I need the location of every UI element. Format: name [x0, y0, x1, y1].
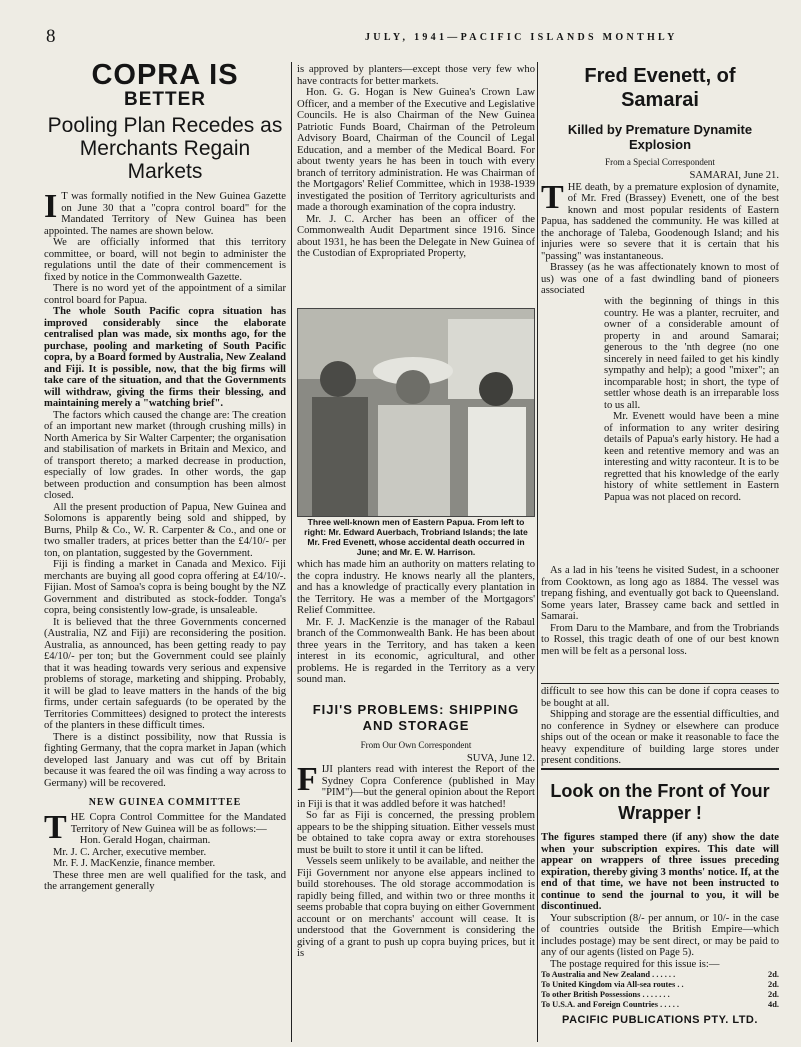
column-rule — [291, 62, 292, 1042]
drop-cap: I — [44, 188, 58, 225]
committee-member: Hon. Gerald Hogan, chairman. — [79, 835, 211, 846]
page-header — [0, 26, 801, 48]
fiji-paragraph-1 — [297, 761, 535, 810]
copra-paragraph-8: It is believed that the three Governments concerned (Australia, NZ and Fiji) are reconsidering the position. Australia, as announced, has been getting ready to pay £4/10/- per ton; but the Government could see plainly that it was heading towards very serious and expensive problems of storage, marketing and shipping. Probably, it will be glad to leave matters in the hands of the big firms, under certain safeguards (to be operated by the Territories Committees) designed to protect the interests of the planters in these difficult times. — [44, 616, 286, 731]
copra-paragraph-11: These three men are well qualified for the task, and the arrangement generally — [44, 869, 286, 892]
subscription-notice — [541, 768, 779, 1026]
postage-dest: To other British Possessions . . . . . . . — [541, 990, 670, 999]
fiji-cont-1: difficult to see how this can be done if copra ceases to be bought at all. — [541, 686, 779, 709]
copra-p1-text: T was formally notified in the New Guinea Gazette on June 30 that a "copra control board" for the Mandated Territory of New Guinea has been appointed. The names are shown below. — [44, 191, 286, 237]
notice-paragraph-2: The postage required for this issue is:— — [550, 958, 720, 970]
section-rule — [541, 683, 779, 684]
fiji-paragraph-3: Vessels seem unlikely to be available, and neither the Fiji Government nor anyone else appears inclined to build storehouses. The old storage accommodation is rapidly being filled, and within two or three months it seems probable that copra buying on either Government account or on merchants' account will cease. It is understood that the Government is considering the giving of a grant to push up copra buying prices, but it is — [297, 856, 535, 959]
evenett-paragraph-2a: Brassey (as he was affectionately known to most of us) was one of a fast dwindling band of pioneers associated — [541, 262, 779, 296]
copra-title-line-1: COPRA IS — [91, 60, 239, 91]
fiji-continuation — [541, 686, 779, 767]
postage-rates — [541, 970, 779, 1010]
postage-dest: To U.S.A. and Foreign Countries . . . . . — [541, 1000, 679, 1009]
notice-title: Look on the Front of Your Wrapper ! — [541, 768, 779, 824]
evenett-headline: Killed by Premature Dynamite Explosion — [567, 122, 753, 152]
copra-article — [44, 60, 286, 1043]
notice-bold-text: The figures stamped there (if any) show the date when your subscription expires. This date will appear on wrappers of three issues preceding expiration, thereby giving 3 months' notice. If, at the end of that time, we have not been instructed to continue to send the journal to you, it will be discontinued. — [541, 832, 779, 912]
copra-continuation — [297, 64, 535, 304]
evenett-paragraph-4: As a lad in his 'teens he visited Sudest, in a schooner from Cooktown, as long ago as 1884. The vessel was trepang fishing, and eventually got back to Queensland. Some years later, Brassey came back and settled in Samarai. — [541, 565, 779, 622]
evenett-paragraph-2b: with the beginning of things in this country. He was a planter, recruiter, and owner of a considerable amount of property in and around Samarai; generous to the 'nth degree (no one sincerely in need failed to get his kindly sympathy and help); a good "mixer"; an incomparable host; in short, the type of settler whose death is an irreparable loss to us all. — [604, 296, 779, 411]
postage-amount: 2d. — [768, 970, 779, 979]
evenett-credit: From a Special Correspondent — [605, 157, 715, 167]
copra-paragraph-9: There is a distinct possibility, now that Russia is fighting Germany, that the copra market in Japan (which developed last January and was cut off by Britain because it was feared the oil was finding a way across to Germany) will be recovered. — [44, 731, 286, 789]
evenett-title-2: Samarai — [621, 89, 699, 111]
committee-member: Mr. J. C. Archer, executive member. — [53, 846, 207, 858]
drop-cap: T — [541, 178, 564, 216]
postage-row — [541, 970, 779, 980]
copra-paragraph-5: The factors which caused the change are: The creation of an important new market (through crushing mills) in North America by Sir Walter Carpenter; the organisation and stabilisation of markets in Britain and Mexico, and of transport thereto; a marked decrease in production, especially of low grades. In other words, the gap between production and consumption has been almost closed. — [44, 409, 286, 501]
fiji-dateline: SUVA, June 12. — [466, 752, 535, 764]
fiji-paragraph-2: So far as Fiji is concerned, the pressing problem appears to be the shipping situation. Either vessels must be obtained to take copra away or extra storehouses must be built to store it until it can be lifted. — [297, 810, 535, 856]
postage-row — [541, 980, 779, 990]
copra-paragraph-7: Fiji is finding a market in Canada and Mexico. Fiji merchants are buying all good copra offering at £4/10/-. Fijian. Most of Samoa's copra is being bought by the NZ Government and distributed as stock-fodder. Tonga's copra, being consistently low-grade, is unsaleable. — [44, 559, 286, 616]
postage-row — [541, 1000, 779, 1010]
drop-cap: F — [297, 761, 318, 798]
postage-dest: To United Kingdom via All-sea routes . . — [541, 980, 684, 989]
copra-title-line-2: BETTER — [124, 89, 206, 110]
evenett-paragraph-5: From Daru to the Mambare, and from the Trobriands to Rossel, this tragic death of one of our best known men will be felt as a personal loss. — [541, 622, 779, 657]
copra-paragraph-4: The whole South Pacific copra situation has improved considerably since the elaborate centralised plan was made, six months ago, for the purchase, pooling and marketing of South Pacific copra, by a Board formed by Australia, New Zealand and Fiji. It is possible, now, that the big firms will take care of the situation, and that the Governments will withdraw, giving the firms their blessing, and maintaining merely a "watching brief". — [44, 306, 286, 409]
evenett-paragraph-1 — [541, 178, 779, 263]
photo-caption — [297, 517, 535, 557]
postage-amount: 2d. — [768, 990, 779, 999]
committee-text: HE Copra Control Committee for the Mandated Territory of New Guinea will be as follows:— — [70, 812, 286, 835]
drop-cap: T — [44, 809, 67, 846]
running-head: JULY, 1941—PACIFIC ISLANDS MONTHLY — [365, 32, 678, 43]
photo-three-men — [297, 308, 535, 517]
copra-cont-4: which has made him an authority on matters relating to the copra industry. He knows nearly all the planters, and has a knowledge of practically every plantation in the Territory. He was a member of the Mortgagors' Relief Committee. — [297, 559, 535, 616]
postage-amount: 4d. — [768, 1000, 779, 1009]
committee-member: Mr. F. J. MacKenzie, finance member. — [53, 858, 216, 869]
publisher-name: PACIFIC PUBLICATIONS PTY. LTD. — [562, 1014, 758, 1026]
postage-dest: To Australia and New Zealand . . . . . . — [541, 970, 676, 979]
copra-and-fiji — [297, 559, 535, 960]
postage-row — [541, 990, 779, 1000]
fiji-title: FIJI'S PROBLEMS: SHIPPING AND STORAGE — [312, 701, 520, 733]
copra-cont-1: is approved by planters—except those very few who have contracts for better markets. — [297, 64, 535, 87]
evenett-article — [541, 60, 779, 296]
fiji-p1-text: IJI planters read with interest the Report of the Sydney Copra Conference (published in May "PIM")—but the general opinion about the Report in Fiji is that it was addled before it was hatched! — [297, 764, 535, 810]
evenett-wrap-text — [604, 296, 779, 503]
page-number: 8 — [46, 26, 56, 47]
photo-illustration — [298, 309, 534, 516]
fiji-credit: From Our Own Correspondent — [360, 739, 472, 750]
evenett-dateline: SAMARAI, June 21. — [689, 170, 779, 181]
committee-subhead: NEW GUINEA COMMITTEE — [88, 797, 242, 808]
notice-paragraph-1: Your subscription (8/- per annum, or 10/- in the case of countries outside the British Empire—which includes postage) may be sent direct, or may be paid to any of our agents (listed on Page 5). — [541, 912, 779, 958]
caption-text: Three well-known men of Eastern Papua. From left to right: Mr. Edward Auerbach, Trobriand Islands; the late Mr. Fred Evenett, whose accidental death occurred in June; and Mr. E. W. Harrison. — [304, 517, 528, 557]
column-rule — [537, 62, 538, 1042]
copra-cont-5: Mr. F. J. MacKenzie is the manager of the Rabaul branch of the Commonwealth Bank. He has been about three years in the Territory, and has taken a keen interest in its economic, agricultural, and other problems. He is regarded in the Territory as a very sound man. — [297, 616, 535, 685]
evenett-title-1: Fred Evenett, of — [584, 65, 736, 87]
fiji-cont-2: Shipping and storage are the essential difficulties, and no conference in Sydney or elsewhere can produce ships out of the ocean or make it reasonable to face the heavy expenditure of building large stores under present conditions. — [541, 709, 779, 766]
copra-paragraph-1 — [44, 188, 286, 237]
copra-paragraph-6: All the present production of Papua, New Guinea and Solomons is apparently being sold and shipped, by Burns, Philp & Co., W. R. Carpenter & Co., and one or two smaller traders, at prices better than the £4/10/- per ton, on plantation, suggested by the Government. — [44, 501, 286, 559]
copra-paragraph-2: We are officially informed that this territory committee, or board, will not begin to administer the regulations until the date of their commencement is fixed by notice in the Commonwealth Gazette. — [44, 237, 286, 283]
copra-cont-3: Mr. J. C. Archer has been an officer of the Commonwealth Audit Department since 1916. Since about 1931, he has been the Delegate in New Guinea of the Custodian of Expropriated Property, — [297, 213, 535, 259]
evenett-p1-text: HE death, by a premature explosion of dynamite, of Mr. Fred (Brassey) Evenett, one of the best known and most popular residents of Eastern Papua, has saddened the community. He was killed at the anchorage of Taleba, Goodenough Island; and his injuries were so severe that it is certain that his "passing" was instantaneous. — [541, 181, 779, 262]
copra-headline: Pooling Plan Recedes as Merchants Regain Markets — [47, 114, 283, 183]
postage-amount: 2d. — [768, 980, 779, 989]
evenett-end — [541, 565, 779, 657]
copra-paragraph-3: There is no word yet of the appointment of a similar control board for Papua. — [44, 283, 286, 306]
copra-cont-2: Hon. G. G. Hogan is New Guinea's Crown Law Officer, and a member of the Executive and Legislative Councils. He is also Chairman of the New Guinea Patriotic Funds Board, Chairman of the Petroleum Advisory Board, Chairman of the Council of Legal Education, and a member of the Medical Board. For about twenty years he has been in touch with every branch of territory administration. He was Chairman of the Mortgagors' Relief Committee, which in 1938-1939 investigated the position of Territory agriculturists and made a thorough examination of the copra industry. — [297, 87, 535, 213]
evenett-paragraph-3: Mr. Evenett would have been a mine of information to any writer desiring details of Papua's early history. He had a keen and retentive memory and was an interesting and witty raconteur. It is to be regretted that his knowledge of the early history of white settlement in Eastern Papua was not placed on record. — [604, 411, 779, 503]
